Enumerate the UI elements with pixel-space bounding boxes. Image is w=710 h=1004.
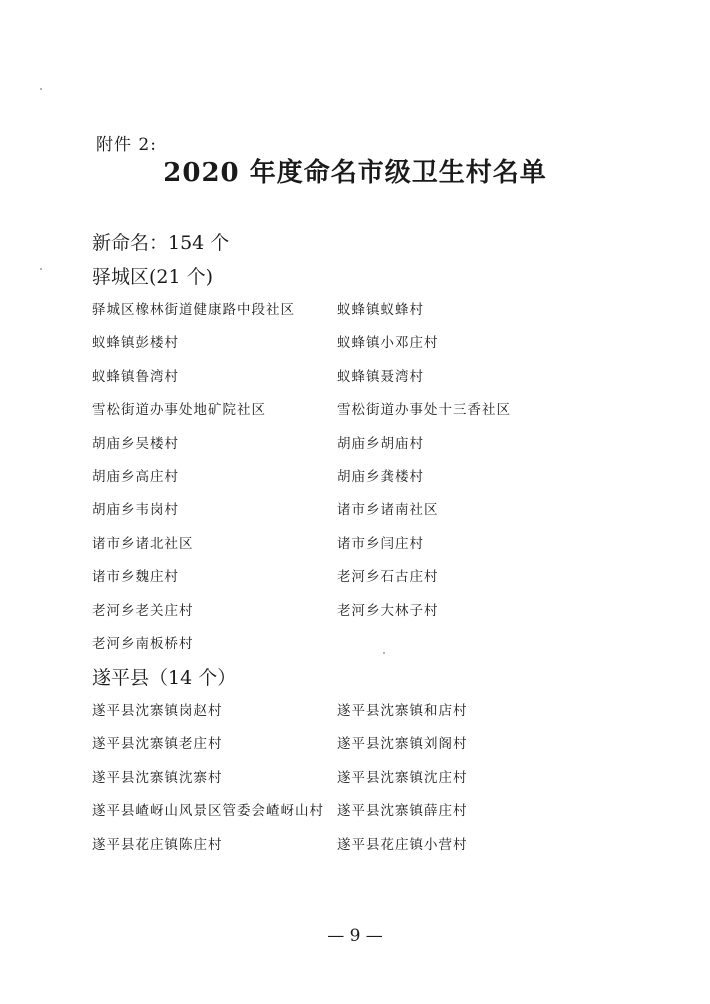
- table-row: [92, 599, 612, 632]
- table-row: [92, 766, 612, 799]
- section-heading-yicheng: 驿城区(21 个): [92, 266, 214, 288]
- table-row: [92, 632, 612, 665]
- village-list-yicheng: [92, 298, 612, 665]
- table-row: [92, 331, 612, 364]
- village-name: 老河乡石古庄村: [337, 569, 439, 586]
- village-name: 遂平县嵖岈山风景区管委会嵖岈山村: [92, 803, 324, 820]
- village-name: 遂平县沈寨镇岗赵村: [92, 703, 223, 719]
- section-heading-suiping: 遂平县（14 个）: [92, 667, 237, 689]
- village-name: 胡庙乡韦岗村: [92, 502, 179, 519]
- table-row: [92, 298, 612, 331]
- village-name: 遂平县花庄镇陈庄村: [92, 836, 223, 853]
- village-name: 遂平县沈寨镇沈庄村: [337, 769, 468, 786]
- table-row: [92, 833, 612, 866]
- table-row: [92, 732, 612, 765]
- village-name: 胡庙乡龚楼村: [337, 468, 424, 485]
- scan-speck: [40, 268, 42, 270]
- table-row: [92, 498, 612, 531]
- table-row: [92, 432, 612, 465]
- page-title: 2020 年度命名市级卫生村名单: [163, 158, 547, 188]
- village-name: 诸市乡魏庄村: [92, 569, 179, 586]
- village-name: 诸市乡诸南社区: [337, 502, 439, 519]
- table-row: [92, 398, 612, 431]
- village-name: 蚁蜂镇蚁蜂村: [337, 302, 424, 318]
- table-row: [92, 465, 612, 498]
- village-name: 蚁蜂镇聂湾村: [337, 368, 424, 385]
- village-list-suiping: [92, 699, 612, 866]
- village-name: 蚁蜂镇鲁湾村: [92, 368, 179, 385]
- village-name: 诸市乡闫庄村: [337, 535, 424, 552]
- village-name: 遂平县花庄镇小营村: [337, 836, 468, 853]
- village-name: 胡庙乡吴楼村: [92, 435, 179, 452]
- table-row: [92, 532, 612, 565]
- village-name: 蚁蜂镇小邓庄村: [337, 335, 439, 352]
- table-row: [92, 699, 612, 732]
- village-name: 遂平县沈寨镇和店村: [337, 703, 468, 719]
- village-name: 胡庙乡胡庙村: [337, 435, 424, 452]
- village-name: 遂平县沈寨镇薛庄村: [337, 803, 468, 820]
- village-name: 蚁蜂镇彭楼村: [92, 335, 179, 352]
- village-name: 胡庙乡高庄村: [92, 468, 179, 485]
- village-name: 老河乡南板桥村: [92, 635, 194, 652]
- village-name: 遂平县沈寨镇沈寨村: [92, 769, 223, 786]
- table-row: [92, 565, 612, 598]
- village-name: 遂平县沈寨镇老庄村: [92, 736, 223, 753]
- village-name: 诸市乡诸北社区: [92, 535, 194, 552]
- attachment-label: 附件 2:: [96, 135, 157, 155]
- table-row: [92, 365, 612, 398]
- village-name: 驿城区橡林街道健康路中段社区: [92, 302, 295, 318]
- summary-count: 新命名：154 个: [92, 232, 230, 254]
- table-row: [92, 799, 612, 832]
- page-number: — 9 —: [327, 926, 383, 946]
- village-name: 老河乡老关庄村: [92, 602, 194, 619]
- scan-speck: [40, 88, 42, 90]
- village-name: 雪松街道办事处十三香社区: [337, 402, 511, 419]
- village-name: 老河乡大林子村: [337, 602, 439, 619]
- village-name: 雪松街道办事处地矿院社区: [92, 402, 266, 419]
- village-name: 遂平县沈寨镇刘阁村: [337, 736, 468, 753]
